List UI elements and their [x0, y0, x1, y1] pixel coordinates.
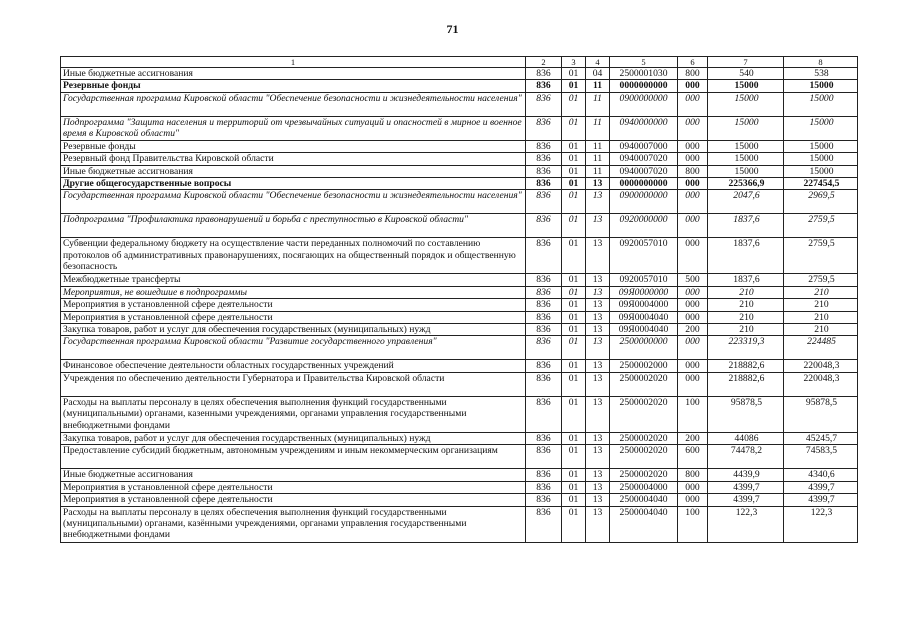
row-admin-code: 836: [526, 311, 562, 323]
row-section-code: 01: [562, 360, 586, 372]
page-number: 71: [446, 22, 459, 36]
row-amount-year1: 1837,6: [708, 238, 784, 274]
row-subsection-code: 11: [586, 153, 610, 165]
row-expense-type: 000: [678, 92, 708, 116]
row-target-code: 0000000000: [610, 80, 678, 92]
table-row: [61, 469, 858, 481]
row-section-code: 01: [562, 396, 586, 432]
table-header-row: [61, 57, 858, 68]
table-row: [61, 140, 858, 152]
row-amount-year2: 15000: [784, 92, 858, 116]
row-admin-code: 836: [526, 80, 562, 92]
row-amount-year1: 225366,9: [708, 178, 784, 190]
row-subsection-code: 11: [586, 140, 610, 152]
row-subsection-code: 13: [586, 190, 610, 214]
row-expense-type: 000: [678, 116, 708, 140]
row-amount-year1: 95878,5: [708, 396, 784, 432]
row-amount-year2: 538: [784, 68, 858, 80]
row-section-code: 01: [562, 140, 586, 152]
row-description: Расходы на выплаты персоналу в целях обеспечения выполнения функций государственными (муниципальными) органами, казенными учреждениями, органами управления государственными внебюджетными фондами: [61, 396, 526, 432]
row-subsection-code: 13: [586, 494, 610, 506]
row-target-code: 2500002000: [610, 360, 678, 372]
row-amount-year1: 218882,6: [708, 360, 784, 372]
row-target-code: 0940007020: [610, 165, 678, 177]
row-admin-code: 836: [526, 469, 562, 481]
row-subsection-code: 13: [586, 432, 610, 444]
row-amount-year1: 4399,7: [708, 481, 784, 493]
row-target-code: 2500004040: [610, 494, 678, 506]
row-target-code: 2500002020: [610, 469, 678, 481]
row-amount-year2: 15000: [784, 116, 858, 140]
row-admin-code: 836: [526, 274, 562, 286]
row-amount-year1: 15000: [708, 165, 784, 177]
header-cell: 7: [708, 57, 784, 68]
row-target-code: 2500004000: [610, 481, 678, 493]
row-admin-code: 836: [526, 445, 562, 469]
row-expense-type: 000: [678, 140, 708, 152]
row-section-code: 01: [562, 92, 586, 116]
row-target-code: 0940000000: [610, 116, 678, 140]
row-expense-type: 000: [678, 311, 708, 323]
row-amount-year1: 1837,6: [708, 274, 784, 286]
row-amount-year1: 15000: [708, 116, 784, 140]
row-section-code: 01: [562, 238, 586, 274]
row-section-code: 01: [562, 274, 586, 286]
table-row: [61, 80, 858, 92]
row-subsection-code: 13: [586, 360, 610, 372]
row-amount-year2: 74583,5: [784, 445, 858, 469]
row-amount-year1: 74478,2: [708, 445, 784, 469]
row-amount-year2: 224485: [784, 336, 858, 360]
row-amount-year1: 44086: [708, 432, 784, 444]
row-subsection-code: 13: [586, 324, 610, 336]
row-description: Межбюджетные трансферты: [61, 274, 526, 286]
row-expense-type: 000: [678, 336, 708, 360]
row-expense-type: 000: [678, 494, 708, 506]
table-row: [61, 190, 858, 214]
row-description: Иные бюджетные ассигнования: [61, 68, 526, 80]
row-section-code: 01: [562, 214, 586, 238]
row-amount-year1: 15000: [708, 80, 784, 92]
row-admin-code: 836: [526, 165, 562, 177]
row-amount-year2: 210: [784, 311, 858, 323]
row-expense-type: 000: [678, 153, 708, 165]
row-amount-year1: 2047,6: [708, 190, 784, 214]
row-amount-year1: 210: [708, 286, 784, 298]
header-cell: 5: [610, 57, 678, 68]
table-row: [61, 494, 858, 506]
row-target-code: 0920057010: [610, 274, 678, 286]
row-section-code: 01: [562, 336, 586, 360]
row-description: Закупка товаров, работ и услуг для обеспечения государственных (муниципальных) нужд: [61, 324, 526, 336]
row-subsection-code: 13: [586, 396, 610, 432]
row-section-code: 01: [562, 506, 586, 542]
row-description: Предоставление субсидий бюджетным, автономным учреждениям и иным некоммерческим организациям: [61, 445, 526, 469]
row-section-code: 01: [562, 153, 586, 165]
row-description: Мероприятия в установленной сфере деятельности: [61, 299, 526, 311]
row-subsection-code: 13: [586, 445, 610, 469]
row-amount-year2: 210: [784, 286, 858, 298]
row-amount-year2: 210: [784, 324, 858, 336]
row-section-code: 01: [562, 432, 586, 444]
row-target-code: 0000000000: [610, 178, 678, 190]
budget-table: [60, 56, 858, 543]
row-target-code: 0920000000: [610, 214, 678, 238]
row-amount-year1: 122,3: [708, 506, 784, 542]
header-cell: 4: [586, 57, 610, 68]
table-row: [61, 432, 858, 444]
row-description: Финансовое обеспечение деятельности областных государственных учреждений: [61, 360, 526, 372]
row-section-code: 01: [562, 372, 586, 396]
row-target-code: 2500002020: [610, 432, 678, 444]
row-subsection-code: 13: [586, 274, 610, 286]
header-cell: 2: [526, 57, 562, 68]
row-expense-type: 000: [678, 178, 708, 190]
row-admin-code: 836: [526, 286, 562, 298]
row-section-code: 01: [562, 469, 586, 481]
row-amount-year2: 95878,5: [784, 396, 858, 432]
header-cell: 6: [678, 57, 708, 68]
row-admin-code: 836: [526, 506, 562, 542]
row-expense-type: 800: [678, 469, 708, 481]
row-expense-type: 000: [678, 238, 708, 274]
row-subsection-code: 13: [586, 506, 610, 542]
row-expense-type: 800: [678, 68, 708, 80]
row-subsection-code: 11: [586, 116, 610, 140]
row-amount-year1: 223319,3: [708, 336, 784, 360]
row-subsection-code: 04: [586, 68, 610, 80]
row-subsection-code: 13: [586, 286, 610, 298]
row-amount-year2: 4340,6: [784, 469, 858, 481]
row-description: Расходы на выплаты персоналу в целях обеспечения выполнения функций государственными (муниципальными) органами, казёнными учреждениями, органами управления государственными внебюджетными фондами: [61, 506, 526, 542]
row-amount-year2: 122,3: [784, 506, 858, 542]
row-admin-code: 836: [526, 116, 562, 140]
row-subsection-code: 13: [586, 336, 610, 360]
row-section-code: 01: [562, 494, 586, 506]
row-description: Подпрограмма "Профилактика правонарушений и борьба с преступностью в Кировской области": [61, 214, 526, 238]
table-row: [61, 68, 858, 80]
row-amount-year1: 1837,6: [708, 214, 784, 238]
row-description: Резервный фонд Правительства Кировской области: [61, 153, 526, 165]
row-expense-type: 000: [678, 286, 708, 298]
row-admin-code: 836: [526, 178, 562, 190]
row-target-code: 09Я0004000: [610, 299, 678, 311]
row-expense-type: 200: [678, 324, 708, 336]
row-expense-type: 000: [678, 360, 708, 372]
row-amount-year2: 2759,5: [784, 274, 858, 286]
row-target-code: 09Я0000000: [610, 286, 678, 298]
row-admin-code: 836: [526, 494, 562, 506]
row-target-code: 2500004040: [610, 506, 678, 542]
row-section-code: 01: [562, 445, 586, 469]
row-target-code: 0900000000: [610, 190, 678, 214]
row-description: Резервные фонды: [61, 140, 526, 152]
row-description: Мероприятия в установленной сфере деятельности: [61, 494, 526, 506]
row-amount-year1: 15000: [708, 92, 784, 116]
row-admin-code: 836: [526, 68, 562, 80]
row-expense-type: 000: [678, 372, 708, 396]
table-row: [61, 116, 858, 140]
row-description: Учреждения по обеспечению деятельности Губернатора и Правительства Кировской области: [61, 372, 526, 396]
row-target-code: 2500001030: [610, 68, 678, 80]
row-amount-year2: 4399,7: [784, 494, 858, 506]
row-admin-code: 836: [526, 214, 562, 238]
row-expense-type: 000: [678, 80, 708, 92]
row-amount-year2: 2759,5: [784, 214, 858, 238]
row-amount-year1: 210: [708, 311, 784, 323]
row-admin-code: 836: [526, 324, 562, 336]
header-cell: 8: [784, 57, 858, 68]
row-target-code: 0900000000: [610, 92, 678, 116]
table-row: [61, 286, 858, 298]
table-row: [61, 274, 858, 286]
row-subsection-code: 13: [586, 299, 610, 311]
row-target-code: 0920057010: [610, 238, 678, 274]
row-target-code: 0940007020: [610, 153, 678, 165]
table-row: [61, 299, 858, 311]
row-section-code: 01: [562, 178, 586, 190]
row-section-code: 01: [562, 190, 586, 214]
row-amount-year1: 540: [708, 68, 784, 80]
row-expense-type: 000: [678, 481, 708, 493]
row-section-code: 01: [562, 68, 586, 80]
row-target-code: 2500002020: [610, 396, 678, 432]
row-subsection-code: 11: [586, 92, 610, 116]
row-expense-type: 800: [678, 165, 708, 177]
row-description: Государственная программа Кировской области "Обеспечение безопасности и жизнедеятельности населения": [61, 190, 526, 214]
row-target-code: 09Я0004040: [610, 324, 678, 336]
table-row: [61, 336, 858, 360]
table-row: [61, 372, 858, 396]
row-expense-type: 100: [678, 396, 708, 432]
row-section-code: 01: [562, 116, 586, 140]
row-amount-year2: 2969,5: [784, 190, 858, 214]
row-amount-year2: 15000: [784, 140, 858, 152]
table-row: [61, 214, 858, 238]
row-subsection-code: 13: [586, 481, 610, 493]
row-expense-type: 000: [678, 299, 708, 311]
row-description: Резервные фонды: [61, 80, 526, 92]
row-subsection-code: 13: [586, 178, 610, 190]
header-cell: 1: [61, 57, 526, 68]
row-amount-year2: 227454,5: [784, 178, 858, 190]
row-expense-type: 000: [678, 190, 708, 214]
row-section-code: 01: [562, 324, 586, 336]
row-amount-year2: 220048,3: [784, 360, 858, 372]
row-subsection-code: 11: [586, 165, 610, 177]
row-amount-year2: 2759,5: [784, 238, 858, 274]
row-admin-code: 836: [526, 360, 562, 372]
row-admin-code: 836: [526, 140, 562, 152]
row-amount-year2: 220048,3: [784, 372, 858, 396]
table-row: [61, 153, 858, 165]
row-amount-year2: 15000: [784, 153, 858, 165]
table-row: [61, 396, 858, 432]
row-amount-year2: 15000: [784, 80, 858, 92]
row-description: Иные бюджетные ассигнования: [61, 469, 526, 481]
row-description: Мероприятия, не вошедшие в подпрограммы: [61, 286, 526, 298]
row-section-code: 01: [562, 80, 586, 92]
row-amount-year2: 15000: [784, 165, 858, 177]
row-subsection-code: 13: [586, 238, 610, 274]
row-section-code: 01: [562, 311, 586, 323]
row-amount-year2: 45245,7: [784, 432, 858, 444]
row-amount-year1: 210: [708, 299, 784, 311]
row-description: Субвенции федеральному бюджету на осуществление части переданных полномочий по составлению протоколов об административных правонарушениях, посягающих на общественный порядок и общественную безопасность: [61, 238, 526, 274]
row-admin-code: 836: [526, 153, 562, 165]
table-row: [61, 311, 858, 323]
header-cell: 3: [562, 57, 586, 68]
row-admin-code: 836: [526, 336, 562, 360]
row-expense-type: 500: [678, 274, 708, 286]
table-row: [61, 178, 858, 190]
row-description: Государственная программа Кировской области "Развитие государственного управления": [61, 336, 526, 360]
row-subsection-code: 13: [586, 311, 610, 323]
row-section-code: 01: [562, 481, 586, 493]
row-description: Мероприятия в установленной сфере деятельности: [61, 481, 526, 493]
table-row: [61, 481, 858, 493]
row-amount-year1: 4399,7: [708, 494, 784, 506]
row-amount-year1: 210: [708, 324, 784, 336]
row-section-code: 01: [562, 299, 586, 311]
row-subsection-code: 13: [586, 469, 610, 481]
row-admin-code: 836: [526, 396, 562, 432]
table-row: [61, 360, 858, 372]
row-amount-year1: 218882,6: [708, 372, 784, 396]
row-admin-code: 836: [526, 238, 562, 274]
table-row: [61, 445, 858, 469]
row-target-code: 0940007000: [610, 140, 678, 152]
row-section-code: 01: [562, 286, 586, 298]
row-subsection-code: 13: [586, 372, 610, 396]
row-target-code: 2500000000: [610, 336, 678, 360]
row-section-code: 01: [562, 165, 586, 177]
row-subsection-code: 13: [586, 214, 610, 238]
row-expense-type: 100: [678, 506, 708, 542]
table-body: [61, 57, 858, 543]
row-admin-code: 836: [526, 299, 562, 311]
row-amount-year1: 15000: [708, 153, 784, 165]
row-description: Мероприятия в установленной сфере деятельности: [61, 311, 526, 323]
row-amount-year1: 15000: [708, 140, 784, 152]
table-row: [61, 92, 858, 116]
row-subsection-code: 11: [586, 80, 610, 92]
row-description: Другие общегосударственные вопросы: [61, 178, 526, 190]
table-row: [61, 165, 858, 177]
row-expense-type: 600: [678, 445, 708, 469]
table-row: [61, 238, 858, 274]
row-admin-code: 836: [526, 92, 562, 116]
row-description: Подпрограмма "Защита населения и территорий от чрезвычайных ситуаций и опасностей в мирное и военное время в Кировской области": [61, 116, 526, 140]
row-amount-year2: 210: [784, 299, 858, 311]
row-target-code: 2500002020: [610, 372, 678, 396]
row-target-code: 2500002020: [610, 445, 678, 469]
row-description: Иные бюджетные ассигнования: [61, 165, 526, 177]
row-amount-year1: 4439,9: [708, 469, 784, 481]
row-admin-code: 836: [526, 190, 562, 214]
table-row: [61, 506, 858, 542]
row-expense-type: 200: [678, 432, 708, 444]
row-description: Закупка товаров, работ и услуг для обеспечения государственных (муниципальных) нужд: [61, 432, 526, 444]
row-amount-year2: 4399,7: [784, 481, 858, 493]
table-row: [61, 324, 858, 336]
row-expense-type: 000: [678, 214, 708, 238]
row-admin-code: 836: [526, 432, 562, 444]
row-description: Государственная программа Кировской области "Обеспечение безопасности и жизнедеятельности населения": [61, 92, 526, 116]
row-admin-code: 836: [526, 372, 562, 396]
row-admin-code: 836: [526, 481, 562, 493]
row-target-code: 09Я0004040: [610, 311, 678, 323]
